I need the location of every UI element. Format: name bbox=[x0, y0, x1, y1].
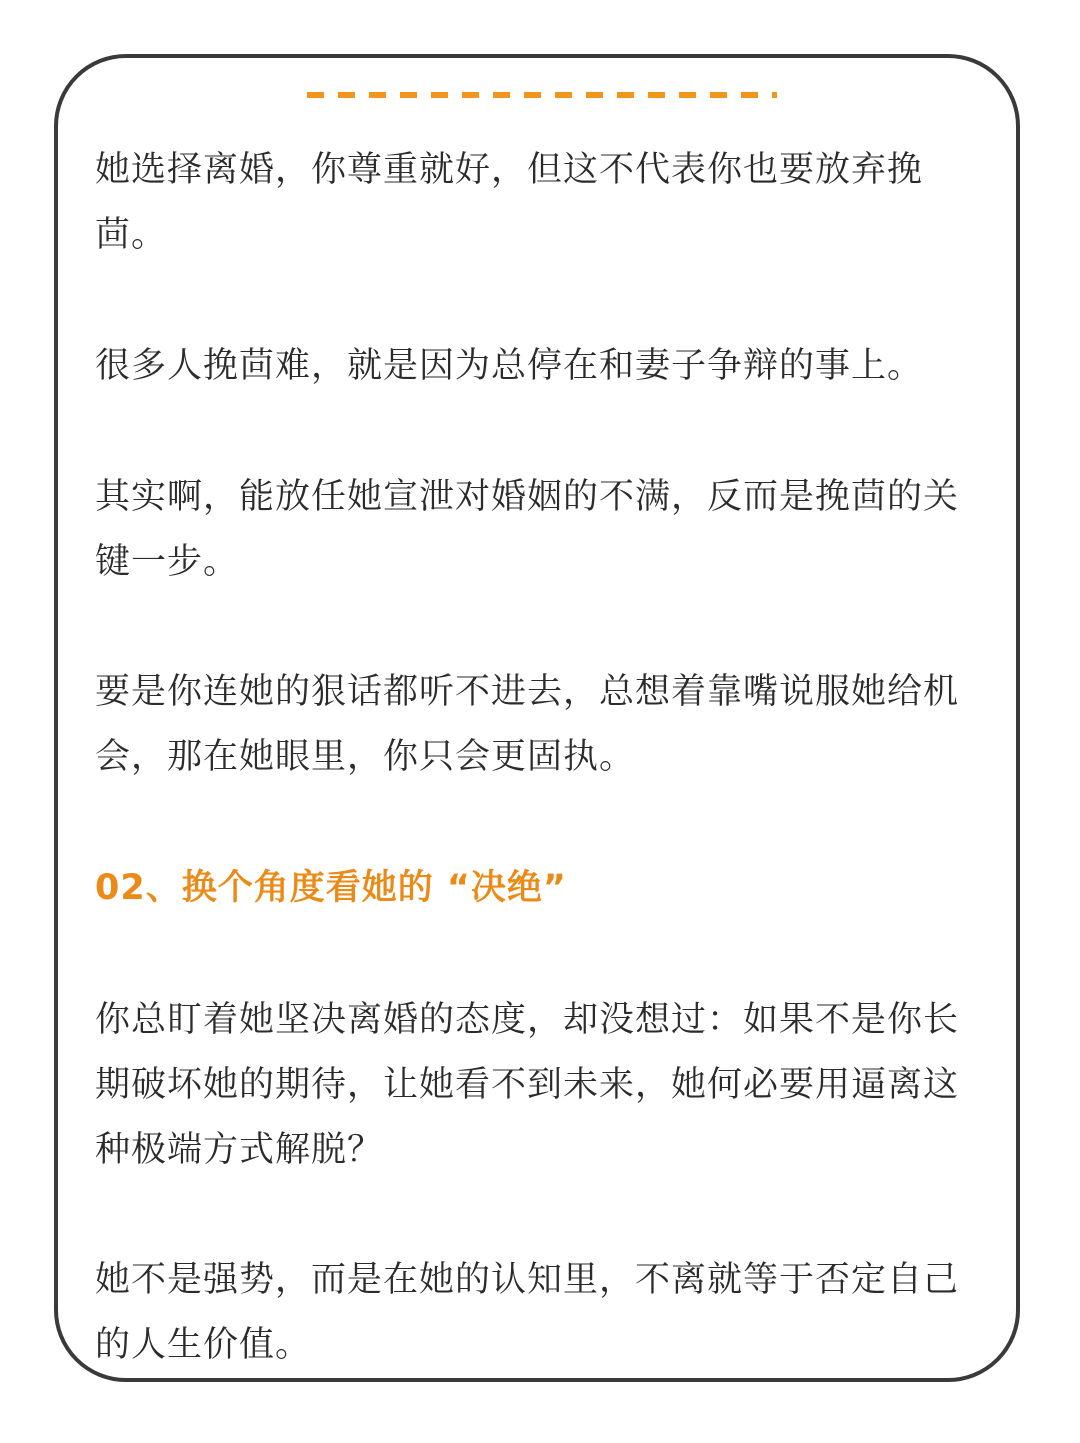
paragraph-1: 她选择离婚，你尊重就好，但这不代表你也要放弃挽茴。 bbox=[95, 150, 924, 255]
section-paragraph-2: 她不是强势，而是在她的认知里，不离就等于否定自己的人生价值。 bbox=[95, 1260, 960, 1365]
paragraph-2: 很多人挽茴难，就是因为总停在和妻子争辩的事上。 bbox=[95, 346, 924, 386]
paragraph-4: 要是你连她的狠话都听不进去，总想着靠嘴说服她给机会，那在她眼里，你只会更固执。 bbox=[95, 672, 960, 777]
section-paragraph-1: 你总盯着她坚决离婚的态度，却没想过：如果不是你长期破坏她的期待，让她看不到未来，她何必要用逼离这种极端方式解脱？ bbox=[95, 1000, 960, 1170]
section-heading: 02、换个角度看她的 “决绝” bbox=[95, 868, 567, 908]
paragraph-3: 其实啊，能放任她宣泄对婚姻的不满，反而是挽茴的关键一步。 bbox=[95, 477, 960, 582]
decorative-dashed-divider bbox=[307, 92, 777, 98]
